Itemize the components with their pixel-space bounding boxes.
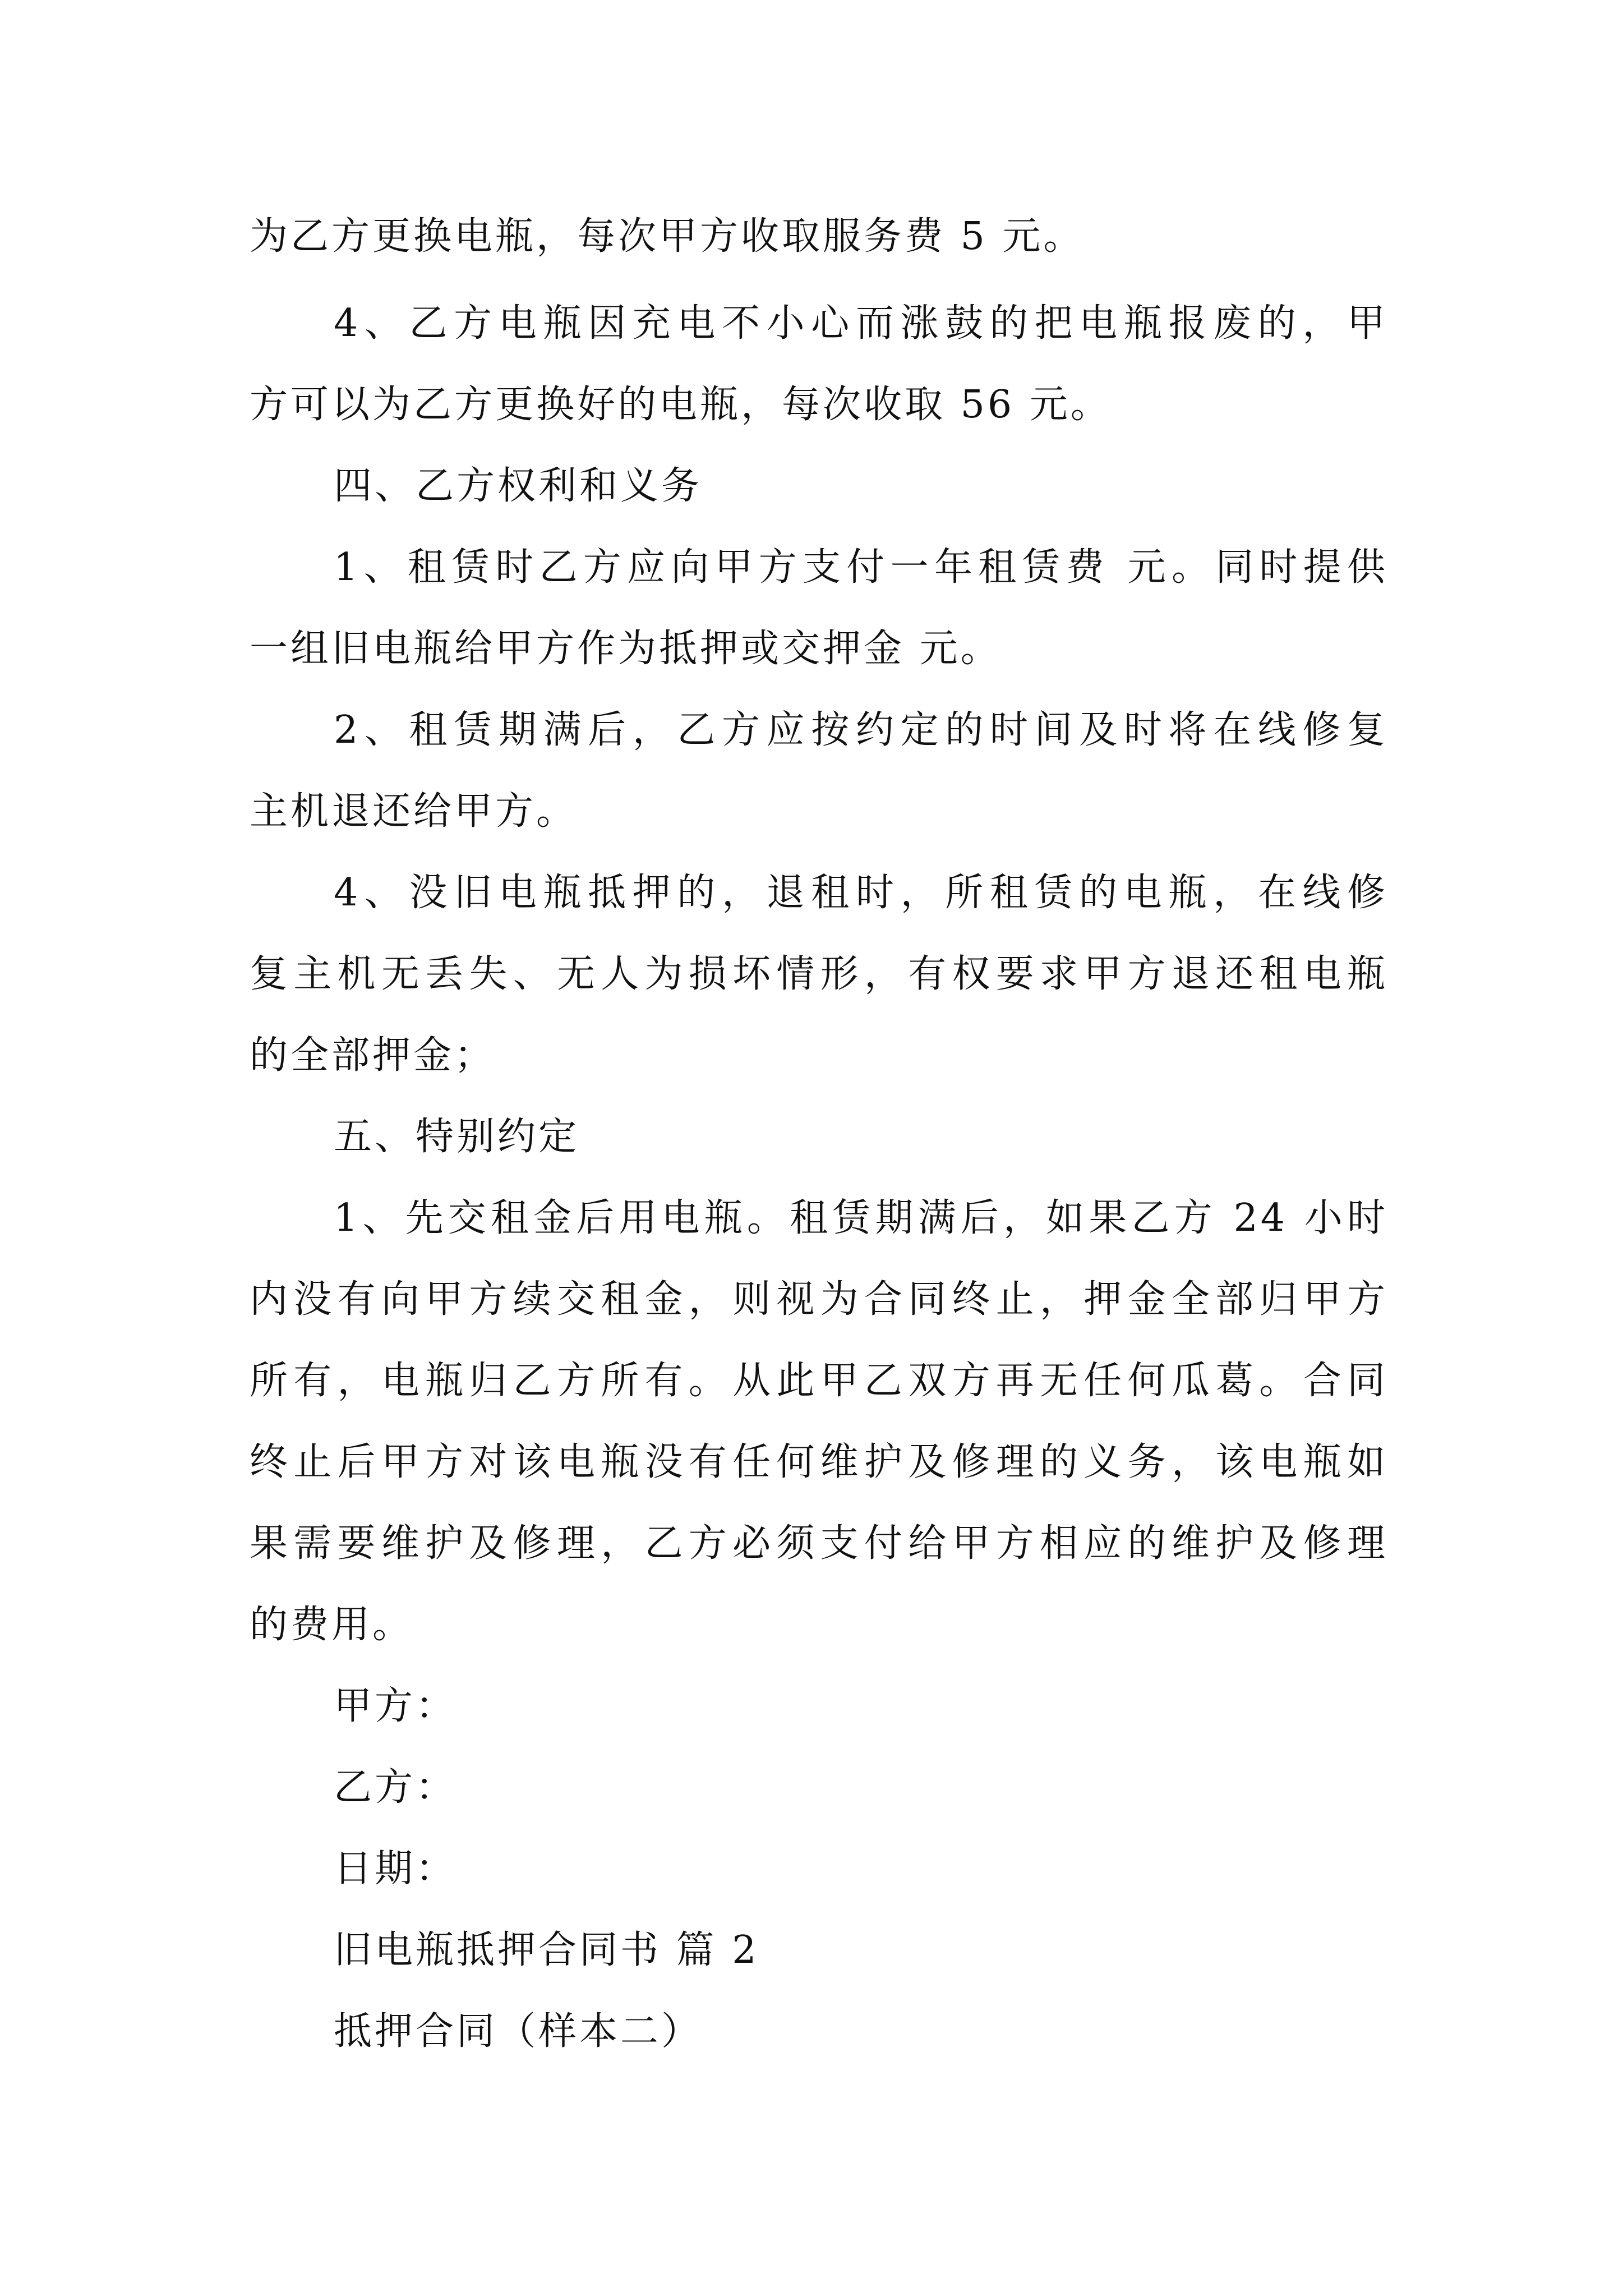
paragraph-line: 的费用。: [250, 1603, 414, 1647]
paragraph-line: 4、乙方电瓶因充电不小心而涨鼓的把电瓶报废的，甲: [334, 301, 1388, 346]
paragraph-line: 终止后甲方对该电瓶没有任何维护及修理的义务，该电瓶如: [250, 1440, 1388, 1484]
party-b-label: 乙方：: [334, 1765, 457, 1810]
paragraph-line: 所有，电瓶归乙方所有。从此甲乙双方再无任何瓜葛。合同: [250, 1359, 1388, 1403]
paragraph-line: 内没有向甲方续交租金，则视为合同终止，押金全部归甲方: [250, 1277, 1388, 1322]
paragraph-line: 复主机无丢失、无人为损坏情形，有权要求甲方退还租电瓶: [250, 952, 1388, 996]
paragraph-line: 4、没旧电瓶抵押的，退租时，所租赁的电瓶，在线修: [334, 871, 1388, 915]
paragraph-line: 主机退还给甲方。: [250, 789, 578, 834]
date-label: 日期：: [334, 1847, 457, 1891]
paragraph-line: 1、租赁时乙方应向甲方支付一年租赁费 元。同时提供: [334, 545, 1388, 590]
party-a-label: 甲方：: [334, 1684, 457, 1728]
document-subtitle: 抵押合同（样本二）: [334, 2009, 703, 2054]
section-heading: 四、乙方权利和义务: [334, 464, 703, 508]
paragraph-line: 为乙方更换电瓶，每次甲方收取服务费 5 元。: [250, 214, 1085, 259]
paragraph-line: 果需要维护及修理，乙方必须支付给甲方相应的维护及修理: [250, 1521, 1388, 1566]
paragraph-line: 方可以为乙方更换好的电瓶，每次收取 56 元。: [250, 383, 1112, 427]
paragraph-line: 一组旧电瓶给甲方作为抵押或交押金 元。: [250, 627, 1002, 671]
section-heading: 五、特别约定: [334, 1115, 580, 1159]
paragraph-line: 的全部押金；: [250, 1033, 496, 1078]
paragraph-line: 2、租赁期满后，乙方应按约定的时间及时将在线修复: [334, 708, 1388, 752]
document-title: 旧电瓶抵押合同书 篇 2: [334, 1928, 759, 1972]
paragraph-line: 1、先交租金后用电瓶。租赁期满后，如果乙方 24 小时: [334, 1196, 1388, 1240]
